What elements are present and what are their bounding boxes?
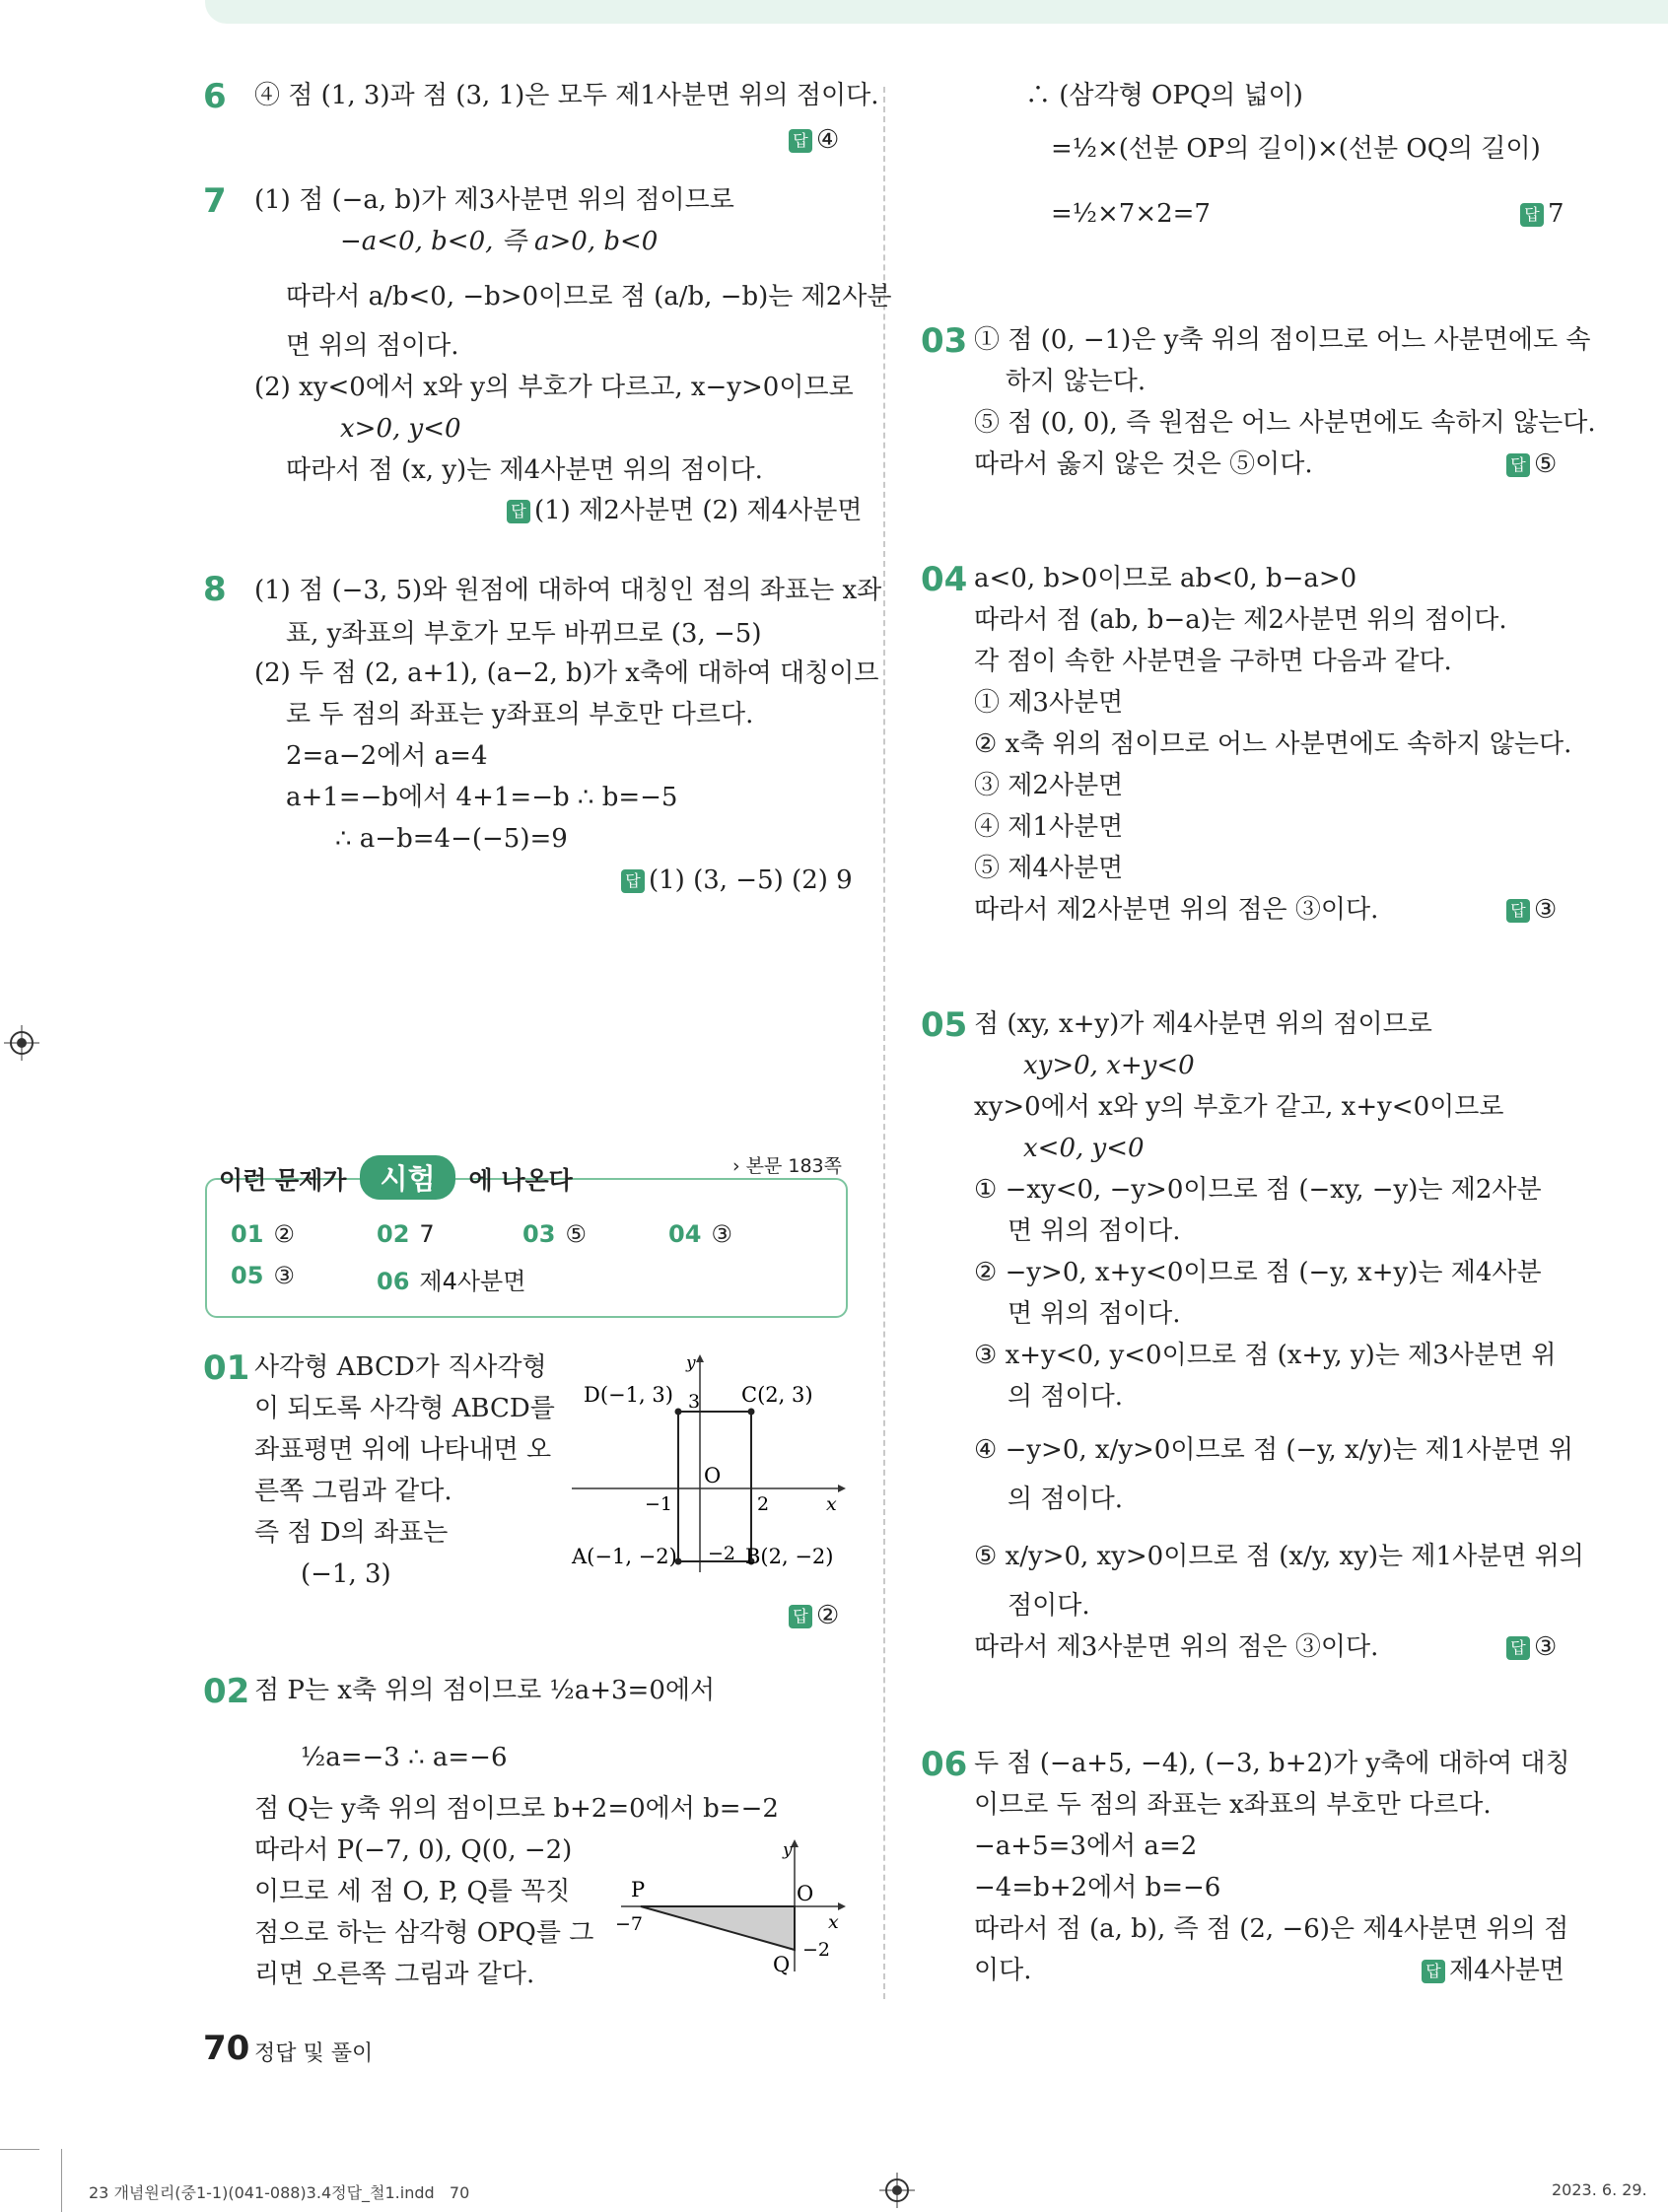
crop-line [0, 2149, 39, 2150]
solution-line: a<0, b>0이므로 ab<0, b−a>0 [974, 564, 1357, 593]
problem-number: 03 [921, 321, 968, 361]
triangle-opq [641, 1906, 795, 1950]
answer-icon: 답 [1506, 1636, 1530, 1660]
x-label: x [826, 1493, 837, 1515]
solution-line: (−1, 3) [301, 1559, 391, 1589]
answer: 답 ② [789, 1601, 839, 1630]
page-number: 70 [203, 2029, 250, 2068]
solution-line: (2) 두 점 (2, a+1), (a−2, b)가 x축에 대하여 대칭이므 [254, 658, 879, 688]
solution-line: ⑤ 점 (0, 0), 즉 원점은 어느 사분면에도 속하지 않는다. [974, 408, 1596, 438]
rectangle-graph [562, 1350, 858, 1577]
solution-line: ⑤ x/y>0, xy>0이므로 점 (x/y, xy)는 제1사분면 위의 [974, 1542, 1584, 1571]
answer: 답 제4사분면 [1422, 1956, 1564, 1985]
solution-line: ② x축 위의 점이므로 어느 사분면에도 속하지 않는다. [974, 729, 1572, 759]
answer-icon: 답 [621, 869, 645, 893]
solution-line: ④ 제1사분면 [974, 812, 1124, 842]
solution-line: ① −xy<0, −y>0이므로 점 (−xy, −y)는 제2사분 [974, 1175, 1542, 1205]
footer-label: 정답 및 풀이 [254, 2041, 374, 2066]
solution-line: 따라서 제3사분면 위의 점은 ③이다. [974, 1632, 1379, 1662]
solution-line: (1) 점 (−3, 5)와 원점에 대하여 대칭인 점의 좌표는 x좌 [254, 576, 882, 605]
point-d [675, 1409, 682, 1416]
solution-line: (2) xy<0에서 x와 y의 부호가 다르고, x−y>0이므로 [254, 373, 854, 402]
tick-minus2: −2 [708, 1543, 736, 1564]
box-item: 04 ③ [668, 1220, 732, 1248]
problem-number: 7 [203, 181, 227, 221]
origin-label: O [704, 1464, 722, 1487]
problem-number: 02 [203, 1672, 250, 1711]
x-arrow-icon [838, 1485, 846, 1492]
box-item: 02 7 [377, 1220, 435, 1248]
solution-line: =½×(선분 OP의 길이)×(선분 OQ의 길이) [1051, 134, 1541, 164]
solution-line: (1) 점 (−a, b)가 제3사분면 위의 점이므로 [254, 185, 734, 215]
answer-icon: 답 [1506, 453, 1530, 477]
solution-line: ½a=−3 ∴ a=−6 [301, 1743, 508, 1772]
answer: 답 (1) (3, −5) (2) 9 [621, 865, 853, 895]
answer-icon: 답 [507, 500, 530, 523]
file-info: 23 개념원리(중1-1)(041-088)3.4정답_철1.indd 70 [89, 2183, 470, 2202]
solution-line: =½×7×2=7 [1051, 199, 1211, 229]
solution-line: 따라서 P(−7, 0), Q(0, −2) [254, 1835, 573, 1865]
solution-line: 로 두 점의 좌표는 y좌표의 부호만 다르다. [286, 700, 754, 729]
answer-icon: 답 [789, 129, 812, 153]
solution-line: 2=a−2에서 a=4 [286, 741, 488, 771]
registration-mark-icon [879, 2173, 915, 2208]
solution-line: ② −y>0, x+y<0이므로 점 (−y, x+y)는 제4사분 [974, 1258, 1542, 1287]
solution-line: x>0, y<0 [340, 414, 461, 444]
exam-answer-box [205, 1178, 848, 1318]
solution-line: 의 점이다. [1008, 1485, 1123, 1514]
solution-line: 표, y좌표의 부호가 모두 바뀌므로 (3, −5) [286, 619, 762, 649]
exam-box-title: 이런 문제가 시험 에 나온다 [219, 1155, 573, 1199]
solution-line: 따라서 제2사분면 위의 점은 ③이다. [974, 895, 1379, 925]
solution-line: −a+5=3에서 a=2 [974, 1832, 1198, 1861]
answer-icon: 답 [1520, 203, 1544, 227]
solution-line: 점 Q는 y축 위의 점이므로 b+2=0에서 b=−2 [254, 1794, 779, 1824]
label-p: P [631, 1878, 646, 1901]
solution-line: 이므로 두 점의 좌표는 x좌표의 부호만 다르다. [974, 1790, 1492, 1820]
column-divider [883, 87, 885, 1999]
tick-minus1: −1 [645, 1493, 673, 1515]
answer: 답 7 [1520, 199, 1564, 229]
solution-line: 리면 오른쪽 그림과 같다. [254, 1960, 535, 1989]
answer-icon: 답 [789, 1605, 812, 1628]
x-label: x [828, 1911, 839, 1933]
solution-line: ① 제3사분면 [974, 688, 1124, 718]
y-arrow-icon [696, 1354, 704, 1362]
label-d: D(−1, 3) [584, 1383, 673, 1407]
answer: 답 ⑤ [1506, 449, 1557, 479]
tick-minus7: −7 [615, 1913, 644, 1935]
problem-number: 04 [921, 560, 968, 599]
solution-line: 사각형 ABCD가 직사각형 [254, 1352, 547, 1382]
solution-line: ∴ a−b=4−(−5)=9 [335, 824, 568, 854]
answer-icon: 답 [1422, 1960, 1445, 1983]
solution-line: ④ 점 (1, 3)과 점 (3, 1)은 모두 제1사분면 위의 점이다. [254, 81, 879, 110]
solution-line: 따라서 a/b<0, −b>0이므로 점 (a/b, −b)는 제2사분 [286, 282, 892, 311]
box-item: 05 ③ [231, 1262, 295, 1289]
solution-line: 점 (xy, x+y)가 제4사분면 위의 점이므로 [974, 1009, 1432, 1039]
problem-number: 01 [203, 1348, 250, 1388]
solution-line: 따라서 옳지 않은 것은 ⑤이다. [974, 449, 1313, 479]
solution-line: ⑤ 제4사분면 [974, 854, 1124, 883]
tick-minus2: −2 [802, 1939, 831, 1961]
print-date: 2023. 6. 29. [1552, 2180, 1647, 2199]
problem-number: 06 [921, 1745, 968, 1784]
answer-icon: 답 [1506, 899, 1530, 923]
x-arrow-icon [838, 1902, 846, 1910]
solution-line: xy>0에서 x와 y의 부호가 같고, x+y<0이므로 [974, 1092, 1504, 1122]
solution-line: 즉 점 D의 좌표는 [254, 1518, 449, 1548]
solution-line: x<0, y<0 [1023, 1134, 1145, 1163]
solution-line: 이다. [974, 1956, 1032, 1985]
answer: 답 (1) 제2사분면 (2) 제4사분면 [507, 496, 862, 525]
label-c: C(2, 3) [741, 1383, 813, 1407]
problem-number: 05 [921, 1005, 968, 1045]
solution-line: 면 위의 점이다. [1008, 1216, 1181, 1246]
crop-line [61, 2149, 62, 2212]
solution-line: 이므로 세 점 O, P, Q를 꼭짓 [254, 1877, 571, 1906]
solution-line: 른쪽 그림과 같다. [254, 1477, 452, 1506]
solution-line: 의 점이다. [1008, 1382, 1123, 1412]
solution-line: 두 점 (−a+5, −4), (−3, b+2)가 y축에 대하여 대칭 [974, 1749, 1570, 1778]
page-reference: › 본문 183쪽 [732, 1155, 843, 1177]
solution-line: ③ x+y<0, y<0이므로 점 (x+y, y)는 제3사분면 위 [974, 1341, 1557, 1370]
tick-2: 2 [757, 1493, 770, 1515]
solution-line: 따라서 점 (ab, b−a)는 제2사분면 위의 점이다. [974, 605, 1507, 635]
box-item: 03 ⑤ [522, 1220, 587, 1248]
solution-line: 면 위의 점이다. [1008, 1299, 1181, 1329]
label-q: Q [773, 1953, 791, 1976]
problem-number: 8 [203, 570, 227, 609]
solution-line: ③ 제2사분면 [974, 771, 1124, 800]
y-label: y [783, 1840, 793, 1860]
problem-number: 6 [203, 77, 227, 116]
solution-line: 면 위의 점이다. [286, 331, 459, 361]
point-c [748, 1409, 755, 1416]
answer: 답 ④ [789, 125, 839, 155]
registration-mark-icon [4, 1025, 39, 1061]
solution-line: −a<0, b<0, 즉 a>0, b<0 [340, 227, 659, 256]
solution-line: 각 점이 속한 사분면을 구하면 다음과 같다. [974, 647, 1452, 676]
box-item: 06 제4사분면 [377, 1268, 526, 1295]
triangle-graph [601, 1833, 848, 1981]
y-label: y [686, 1353, 696, 1373]
solution-line: 점으로 하는 삼각형 OPQ를 그 [254, 1918, 594, 1948]
solution-line: 따라서 점 (a, b), 즉 점 (2, −6)은 제4사분면 위의 점 [974, 1914, 1569, 1944]
solution-line: 점이다. [1008, 1591, 1090, 1621]
solution-line: ④ −y>0, x/y>0이므로 점 (−y, x/y)는 제1사분면 위 [974, 1435, 1574, 1465]
label-b: B(2, −2) [745, 1545, 834, 1568]
solution-line: xy>0, x+y<0 [1023, 1051, 1195, 1080]
solution-line: ∴ (삼각형 OPQ의 넓이) [1025, 81, 1303, 110]
solution-line: 하지 않는다. [1006, 367, 1147, 396]
solution-line: 이 되도록 사각형 ABCD를 [254, 1394, 555, 1423]
solution-line: ① 점 (0, −1)은 y축 위의 점이므로 어느 사분면에도 속 [974, 325, 1591, 355]
solution-line: −4=b+2에서 b=−6 [974, 1873, 1221, 1902]
box-item: 01 ② [231, 1220, 295, 1248]
solution-line: 따라서 점 (x, y)는 제4사분면 위의 점이다. [286, 455, 763, 485]
top-color-band [205, 0, 1668, 24]
solution-line: 좌표평면 위에 나타내면 오 [254, 1435, 552, 1465]
tick-3: 3 [688, 1391, 701, 1413]
solution-line: 점 P는 x축 위의 점이므로 ½a+3=0에서 [254, 1676, 716, 1705]
origin-label: O [797, 1882, 814, 1905]
label-a: A(−1, −2) [572, 1545, 677, 1568]
answer: 답 ③ [1506, 895, 1557, 925]
solution-line: a+1=−b에서 4+1=−b ∴ b=−5 [286, 783, 678, 812]
answer: 답 ③ [1506, 1632, 1557, 1662]
